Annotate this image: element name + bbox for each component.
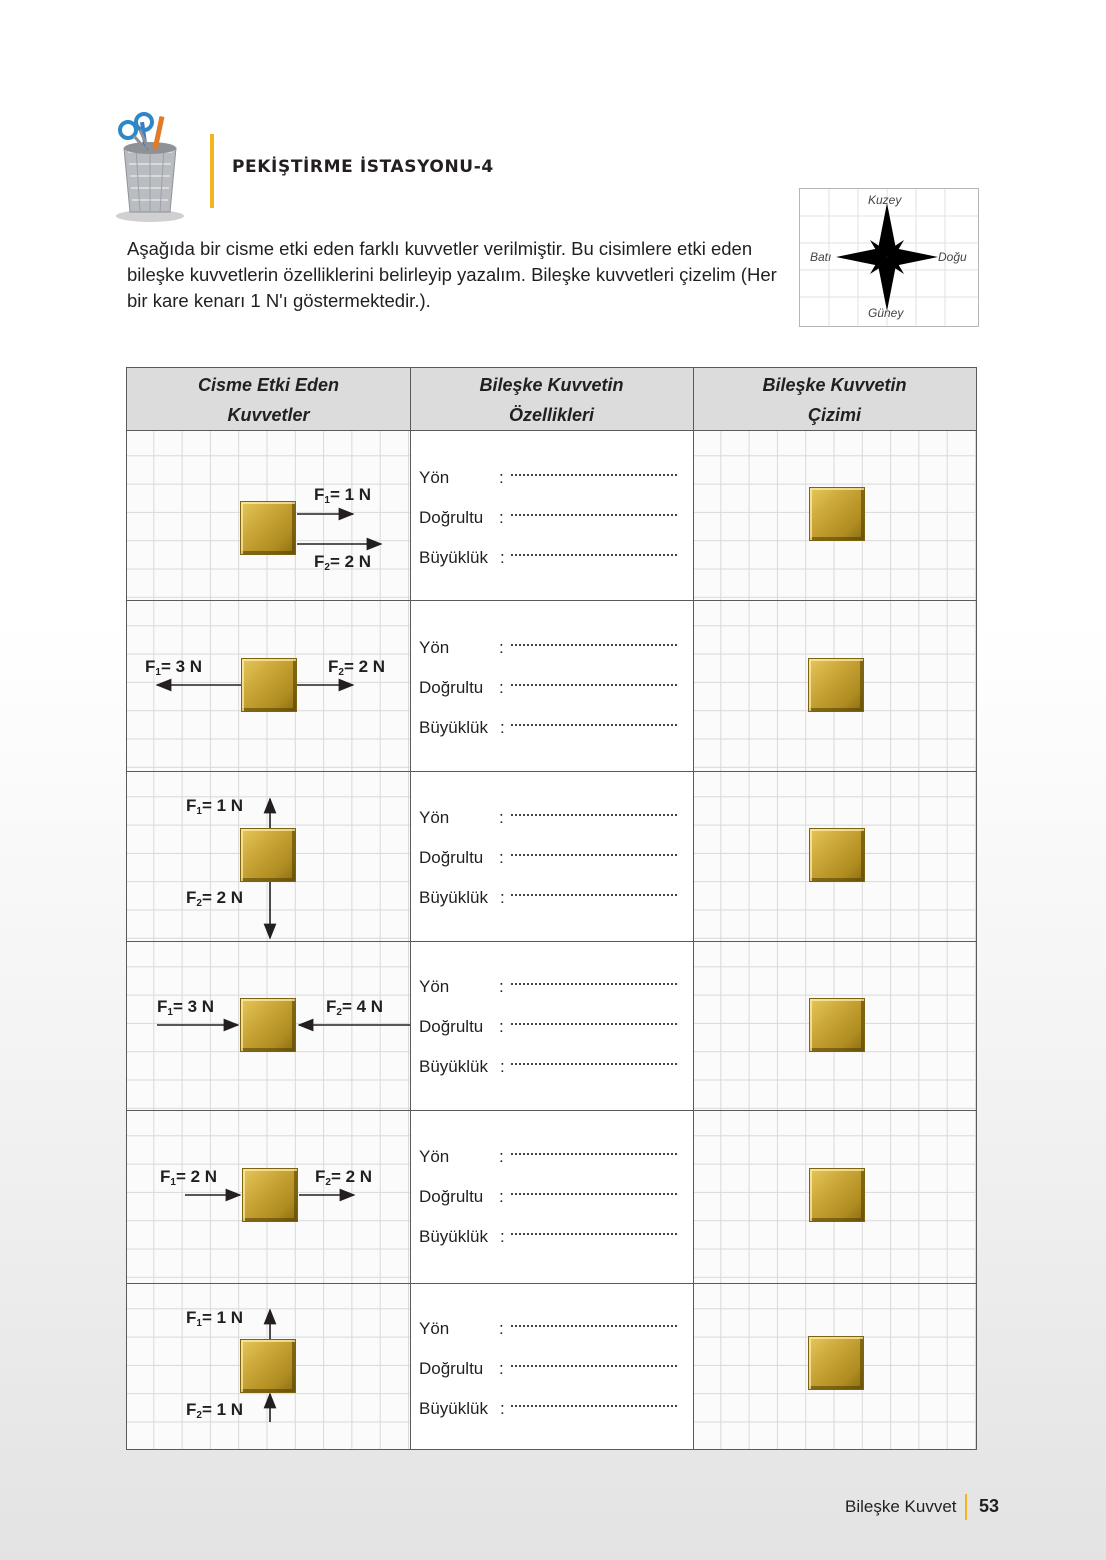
- object-box: [808, 1336, 864, 1390]
- header-forces: Cisme Etki Eden Kuvvetler: [197, 375, 340, 425]
- direction-field[interactable]: Yön :: [419, 638, 449, 658]
- page-title: PEKİŞTİRME İSTASYONU-4: [232, 157, 494, 177]
- line-field[interactable]: Doğrultu :: [419, 1017, 483, 1037]
- compass-west-label: Batı: [810, 250, 832, 264]
- compass-north-label: Kuzey: [868, 193, 902, 207]
- table-header: [127, 368, 976, 431]
- line-field[interactable]: Doğrultu :: [419, 1359, 483, 1379]
- force-arrows: [127, 942, 410, 1110]
- force-arrows: [127, 601, 410, 771]
- table-row: [127, 601, 976, 772]
- line-field[interactable]: Doğrultu :: [419, 848, 483, 868]
- force-table: [126, 367, 977, 1450]
- line-field[interactable]: Doğrultu :: [419, 508, 483, 528]
- header-properties: Bileşke Kuvvetin Özellikleri: [479, 375, 624, 425]
- force-f2-label: $F_2= 1$ N: [186, 1400, 244, 1421]
- direction-field[interactable]: Yön :: [419, 468, 449, 488]
- force-arrows: [127, 772, 410, 941]
- column-divider: [410, 368, 411, 1449]
- magnitude-field[interactable]: Büyüklük :: [419, 1399, 488, 1419]
- compass-rose: [799, 188, 979, 327]
- magnitude-field[interactable]: Büyüklük :: [419, 1227, 488, 1247]
- direction-field[interactable]: Yön :: [419, 977, 449, 997]
- force-arrows: [127, 431, 410, 600]
- object-box: [808, 658, 864, 712]
- table-row: [127, 772, 976, 942]
- header-drawing: Bileşke Kuvvetin Çizimi: [762, 375, 907, 425]
- direction-field[interactable]: Yön :: [419, 1319, 449, 1339]
- magnitude-field[interactable]: Büyüklük :: [419, 548, 488, 568]
- force-arrows: [127, 1111, 410, 1283]
- object-box: [809, 998, 865, 1052]
- force-f2-label: $F_2= 4$ N: [326, 997, 384, 1018]
- force-f1-label: $F_1= 2$ N: [160, 1167, 218, 1188]
- magnitude-field[interactable]: Büyüklük :: [419, 718, 488, 738]
- pencil-cup-icon: [110, 108, 190, 226]
- force-f2-label: $F_2= 2$ N: [314, 552, 372, 573]
- object-box: [809, 828, 865, 882]
- force-f1-label: $F_1= 1$ N: [314, 485, 372, 506]
- force-f1-label: $F_1= 3$ N: [157, 997, 215, 1018]
- column-divider: [693, 368, 694, 1449]
- compass-south-label: Güney: [868, 306, 904, 320]
- force-f2-label: $F_2= 2$ N: [186, 888, 244, 909]
- force-f2-label: $F_2= 2$ N: [315, 1167, 373, 1188]
- table-row: [127, 1111, 976, 1284]
- object-box: [809, 1168, 865, 1222]
- magnitude-field[interactable]: Büyüklük :: [419, 1057, 488, 1077]
- compass-east-label: Doğu: [938, 250, 967, 264]
- footer-chapter: Bileşke Kuvvet: [845, 1497, 957, 1516]
- line-field[interactable]: Doğrultu :: [419, 1187, 483, 1207]
- direction-field[interactable]: Yön :: [419, 808, 449, 828]
- page-number: 53: [979, 1496, 1000, 1516]
- line-field[interactable]: Doğrultu :: [419, 678, 483, 698]
- force-f1-label: $F_1= 1$ N: [186, 1308, 244, 1329]
- table-row: [127, 431, 976, 601]
- force-f1-label: $F_1= 3$ N: [145, 657, 203, 678]
- footer-divider: [965, 1494, 967, 1520]
- compass-star-icon: [836, 203, 938, 311]
- table-row: [127, 942, 976, 1111]
- direction-field[interactable]: Yön :: [419, 1147, 449, 1167]
- magnitude-field[interactable]: Büyüklük :: [419, 888, 488, 908]
- object-box: [809, 487, 865, 541]
- title-accent-bar: [210, 134, 214, 208]
- force-f1-label: $F_1= 1$ N: [186, 796, 244, 817]
- intro-text: Aşağıda bir cisme etki eden farklı kuvvetler verilmiştir. Bu cisimlere etki eden bileşke kuvvetlerin özelliklerini belirleyip yazalım. Bileşke kuvvetleri çizelim (Her bir kare kenarı 1 N'ı göstermektedir.).: [127, 238, 777, 311]
- table-row: [127, 1284, 976, 1449]
- force-f2-label: $F_2= 2$ N: [328, 657, 386, 678]
- force-arrows: [127, 1284, 410, 1449]
